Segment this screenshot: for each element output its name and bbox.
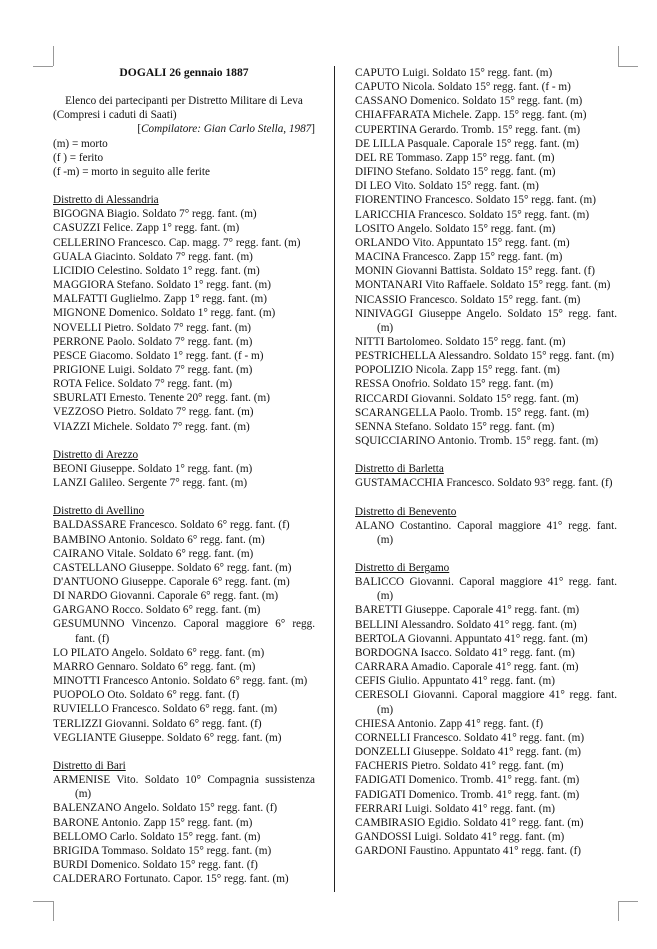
crop-mark-tl-h <box>33 66 53 67</box>
list-item: D'ANTUONO Giuseppe. Caporale 6° regg. fant. (m) <box>53 576 290 588</box>
list-item: BALDASSARE Francesco. Soldato 6° regg. fant. (f) <box>53 519 290 532</box>
list-item: PESTRICHELLA Alessandro. Soldato 15° regg. fant. (m) <box>355 350 614 363</box>
list-item: VEZZOSO Pietro. Soldato 7° regg. fant. (m) <box>53 406 254 419</box>
list-item: LARICCHIA Francesco. Soldato 15° regg. fant. (m) <box>355 208 590 221</box>
left-sections <box>53 193 315 886</box>
list-item: CASSANO Domenico. Soldato 15° regg. fant. (m) <box>355 95 583 108</box>
list-item: MARRO Gennaro. Soldato 6° regg. fant. (m) <box>53 660 256 673</box>
list-item: CASTELLANO Giuseppe. Soldato 6° regg. fant. (m) <box>53 561 292 574</box>
compiler-text: Compilatore: Gian Carlo Stella, 1987 <box>141 123 312 136</box>
list-item: CELLERINO Francesco. Cap. magg. 7° regg. fant. (m) <box>53 236 301 249</box>
crop-mark-bl-h <box>33 901 53 902</box>
list-item: RICCARDI Giovanni. Soldato 15° regg. fant. (m) <box>355 392 579 405</box>
column-divider <box>334 66 335 892</box>
list-item: PUOPOLO Oto. Soldato 6° regg. fant. (f) <box>53 689 240 702</box>
list-item: VIAZZI Michele. Soldato 7° regg. fant. (m) <box>53 420 250 433</box>
list-item: BARETTI Giuseppe. Caporale 41° regg. fant. (m) <box>355 604 580 617</box>
crop-mark-tr-v <box>618 46 619 66</box>
list-item: ORLANDO Vito. Appuntato 15° regg. fant. (m) <box>355 236 570 249</box>
list-item: MAGGIORA Stefano. Soldato 1° regg. fant. (m) <box>53 279 271 292</box>
list-item: BERTOLA Giovanni. Appuntato 41° regg. fant. (m) <box>355 632 588 645</box>
list-item: NINIVAGGI Giuseppe Angelo. Soldato 15° regg. fant. (m) <box>355 307 617 334</box>
left-column <box>53 66 315 886</box>
crop-mark-br-h <box>618 901 638 902</box>
list-item: ALANO Costantino. Caporal maggiore 41° regg. fant. (m) <box>355 519 617 546</box>
document-title: DOGALI 26 gennaio 1887 <box>119 66 249 79</box>
list-item: BELLINI Alessandro. Soldato 41° regg. fant. (m) <box>355 618 577 631</box>
list-item: CASUZZI Felice. Zapp 1° regg. fant. (m) <box>53 222 240 235</box>
list-item: LOSITO Angelo. Soldato 15° regg. fant. (m) <box>355 222 556 235</box>
list-item: BRIGIDA Tommaso. Soldato 15° regg. fant. (m) <box>53 844 272 857</box>
district-heading: Distretto di Arezzo <box>53 448 139 461</box>
list-item: GANDOSSI Luigi. Soldato 41° regg. fant. (m) <box>355 830 565 843</box>
list-item: ARMENISE Vito. Soldato 10° Compagnia sussistenza (m) <box>53 774 315 801</box>
district-section <box>53 759 315 886</box>
list-item: BIGOGNA Biagio. Soldato 7° regg. fant. (m) <box>53 208 257 221</box>
list-item: RUVIELLO Francesco. Soldato 6° regg. fant. (m) <box>53 703 278 716</box>
list-item: CHIESA Antonio. Zapp 41° regg. fant. (f) <box>355 717 544 730</box>
list-item: DE LILLA Pasquale. Caporale 15° regg. fant. (m) <box>355 137 579 150</box>
crop-mark-tl-v <box>53 46 54 66</box>
district-heading: Distretto di Alessandria <box>53 194 159 207</box>
list-item: FIORENTINO Francesco. Soldato 15° regg. fant. (m) <box>355 194 596 207</box>
list-item: CERESOLI Giovanni. Caporal maggiore 41° regg. fant. (m) <box>355 689 617 716</box>
list-item: CEFIS Giulio. Appuntato 41° regg. fant. (m) <box>355 675 555 688</box>
district-section <box>53 448 315 490</box>
list-item: TERLIZZI Giovanni. Soldato 6° regg. fant. (f) <box>53 717 262 730</box>
document-page <box>53 66 619 901</box>
list-item: SCARANGELLA Paolo. Tromb. 15° regg. fant. (m) <box>355 406 589 419</box>
list-item: SBURLATI Ernesto. Tenente 20° regg. fant. (m) <box>53 392 270 405</box>
list-item: VEGLIANTE Giuseppe. Soldato 6° regg. fant. (m) <box>53 731 282 744</box>
list-item: PESCE Giacomo. Soldato 1° regg. fant. (f - m) <box>53 349 264 362</box>
list-item: LO PILATO Angelo. Soldato 6° regg. fant. (m) <box>53 646 265 659</box>
list-item: CHIAFFARATA Michele. Zapp. 15° regg. fant. (m) <box>355 109 587 122</box>
list-item: NICASSIO Francesco. Soldato 15° regg. fant. (m) <box>355 293 581 306</box>
list-item: MONTANARI Vito Raffaele. Soldato 15° regg. fant. (m) <box>355 279 611 292</box>
list-item: BURDI Domenico. Soldato 15° regg. fant. (f) <box>53 858 258 871</box>
list-item: ROTA Felice. Soldato 7° regg. fant. (m) <box>53 378 233 391</box>
list-item: CARRARA Amadio. Caporale 41° regg. fant. (m) <box>355 661 579 674</box>
list-item: BELLOMO Carlo. Soldato 15° regg. fant. (m) <box>53 830 261 843</box>
list-item: CAPUTO Nicola. Soldato 15° regg. fant. (f - m) <box>355 81 571 94</box>
list-item: BORDOGNA Isacco. Soldato 41° regg. fant. (m) <box>355 646 575 659</box>
compiler-credit <box>53 122 315 136</box>
list-item: DONZELLI Giuseppe. Soldato 41° regg. fant. (m) <box>355 746 581 759</box>
list-item: MINOTTI Francesco Antonio. Soldato 6° regg. fant. (m) <box>53 675 308 688</box>
list-item: FERRARI Luigi. Soldato 41° regg. fant. (m) <box>355 802 555 815</box>
list-item: GUALA Giacinto. Soldato 7° regg. fant. (m) <box>53 250 253 263</box>
district-heading: Distretto di Benevento <box>355 505 457 518</box>
list-item: RESSA Onofrio. Soldato 15° regg. fant. (m) <box>355 378 554 391</box>
list-item: CAMBIRASIO Egidio. Soldato 41° regg. fant. (m) <box>355 816 584 829</box>
list-item: DEL RE Tommaso. Zapp 15° regg. fant. (m) <box>355 151 555 164</box>
crop-mark-bl-v <box>53 901 54 921</box>
list-item: MIGNONE Domenico. Soldato 1° regg. fant. (m) <box>53 307 276 320</box>
list-item: DI LEO Vito. Soldato 15° regg. fant. (m) <box>355 180 539 193</box>
list-item: BARONE Antonio. Zapp 15° regg. fant. (m) <box>53 816 253 829</box>
list-item: FADIGATI Domenico. Tromb. 41° regg. fant. (m) <box>355 788 580 801</box>
district-heading: Distretto di Barletta <box>355 463 444 476</box>
list-item: CALDERARO Fortunato. Capor. 15° regg. fant. (m) <box>53 873 289 886</box>
list-item: MALFATTI Guglielmo. Zapp 1° regg. fant. (m) <box>53 293 267 306</box>
legend-morto-ferite: (f -m) = morto in seguito alle ferite <box>53 165 210 178</box>
district-section <box>53 504 315 745</box>
list-item: PRIGIONE Luigi. Soldato 7° regg. fant. (m) <box>53 363 253 376</box>
list-item: CAPUTO Luigi. Soldato 15° regg. fant. (m) <box>355 67 553 79</box>
intro-line-1: Elenco dei partecipanti per Distretto Militare di Leva <box>65 95 303 108</box>
district-heading: Distretto di Bergamo <box>355 562 450 574</box>
right-sections <box>355 66 617 858</box>
district-section <box>355 561 617 858</box>
list-item: GESUMUNNO Vincenzo. Caporal maggiore 6° regg. fant. (f) <box>53 618 315 645</box>
list-item: DI NARDO Giovanni. Caporale 6° regg. fant. (m) <box>53 590 279 603</box>
list-item: GARGANO Rocco. Soldato 6° regg. fant. (m) <box>53 604 261 617</box>
list-item: SENNA Stefano. Soldato 15° regg. fant. (m) <box>355 420 555 433</box>
list-item: GUSTAMACCHIA Francesco. Soldato 93° regg. fant. (f) <box>355 477 613 490</box>
crop-mark-br-v <box>618 901 619 921</box>
list-item: FADIGATI Domenico. Tromb. 41° regg. fant. (m) <box>355 774 580 787</box>
list-item: PERRONE Paolo. Soldato 7° regg. fant. (m) <box>53 335 253 348</box>
district-section <box>355 66 617 448</box>
list-item: NITTI Bartolomeo. Soldato 15° regg. fant. (m) <box>355 335 566 348</box>
district-section <box>53 193 315 434</box>
legend-morto: (m) = morto <box>53 137 108 150</box>
district-section <box>355 505 617 547</box>
list-item: CAIRANO Vitale. Soldato 6° regg. fant. (m) <box>53 547 254 560</box>
list-item: MONIN Giovanni Battista. Soldato 15° regg. fant. (f) <box>355 265 595 278</box>
district-section <box>355 462 617 490</box>
list-item: CORNELLI Francesco. Soldato 41° regg. fant. (m) <box>355 731 585 744</box>
list-item: BEONI Giuseppe. Soldato 1° regg. fant. (m) <box>53 462 253 475</box>
list-item: LANZI Galileo. Sergente 7° regg. fant. (m) <box>53 477 248 490</box>
list-item: MACINA Francesco. Zapp 15° regg. fant. (m) <box>355 251 563 264</box>
intro-line-2: (Compresi i caduti di Saati) <box>53 109 177 122</box>
compiler-open-bracket: [ <box>137 123 142 136</box>
compiler-close-bracket: ] <box>311 123 315 136</box>
list-item: BAMBINO Antonio. Soldato 6° regg. fant. (m) <box>53 533 265 546</box>
list-item: CUPERTINA Gerardo. Tromb. 15° regg. fant. (m) <box>355 123 581 136</box>
list-item: POPOLIZIO Nicola. Zapp 15° regg. fant. (m) <box>355 364 560 377</box>
list-item: FACHERIS Pietro. Soldato 41° regg. fant. (m) <box>355 760 564 773</box>
district-heading: Distretto di Avellino <box>53 505 145 518</box>
legend <box>53 137 315 179</box>
list-item: NOVELLI Pietro. Soldato 7° regg. fant. (m) <box>53 321 252 334</box>
legend-ferito: (f ) = ferito <box>53 151 104 164</box>
list-item: BALENZANO Angelo. Soldato 15° regg. fant. (f) <box>53 802 278 815</box>
list-item: BALICCO Giovanni. Caporal maggiore 41° regg. fant. (m) <box>355 576 617 603</box>
list-item: DIFINO Stefano. Soldato 15° regg. fant. (m) <box>355 166 556 179</box>
list-item: SQUICCIARINO Antonio. Tromb. 15° regg. fant. (m) <box>355 435 599 448</box>
district-heading: Distretto di Bari <box>53 759 126 772</box>
crop-mark-tr-h <box>618 66 638 67</box>
list-item: LICIDIO Celestino. Soldato 1° regg. fant. (m) <box>53 264 260 277</box>
list-item: GARDONI Faustino. Appuntato 41° regg. fant. (f) <box>355 845 582 858</box>
right-column <box>355 66 617 858</box>
